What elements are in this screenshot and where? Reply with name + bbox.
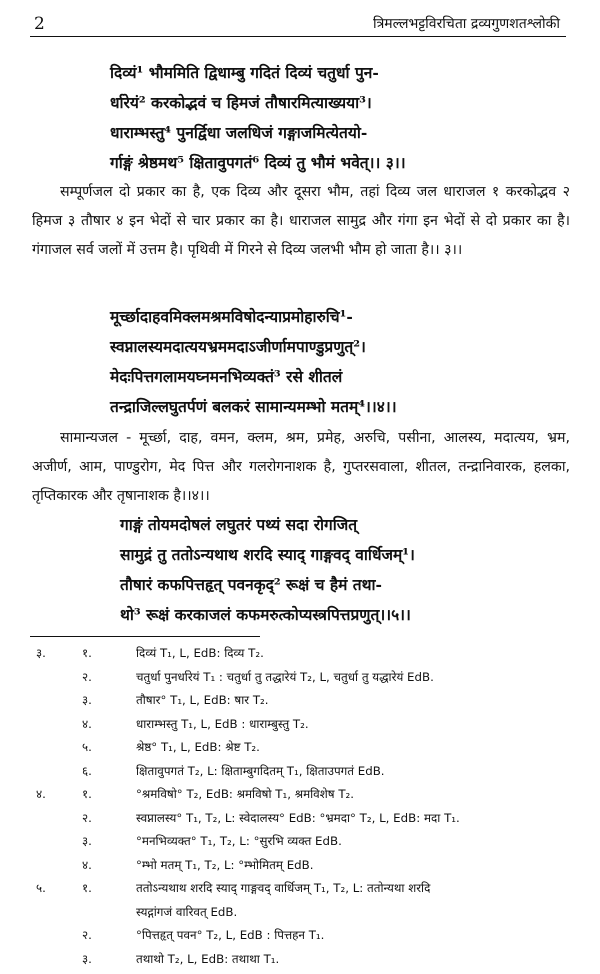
verse-line: दिव्यं¹ भौममिति द्विधाम्बु गदितं दिव्यं चतुर्धा पुन- — [110, 58, 406, 88]
verse-5 — [120, 510, 415, 630]
verse-line: गाङ्गं तोयमदोषलं लघुतरं पथ्यं सदा रोगजित् — [120, 510, 415, 540]
footnote-number: १. — [82, 786, 102, 802]
verse-line: तौषारं कफपित्तहृत् पवनकृद्² रूक्षं च हैमं तथा- — [120, 570, 415, 600]
verse-4 — [110, 302, 397, 422]
footnote-text: क्षितावुपगतं T₂, L: क्षिताम्बुगदितम् T₁, क्षिताउपगतं EdB. — [136, 763, 385, 779]
footnote-number: ४. — [82, 716, 102, 732]
footnote-text: °पित्तहृत् पवन° T₂, L, EdB : पित्तहन T₁. — [136, 927, 324, 943]
verse-line: स्वप्नालस्यमदात्ययभ्रमम‍दाऽजीर्णामपाण्डुप्रणुत्²। — [110, 332, 397, 362]
footnote-number: ५. — [82, 739, 102, 755]
footnote-row — [36, 904, 576, 928]
footnote-number: २. — [82, 927, 102, 943]
footnote-row — [36, 833, 576, 857]
footnote-row — [36, 716, 576, 740]
footnote-number: ६. — [82, 763, 102, 779]
footnote-row — [36, 763, 576, 787]
footnote-row — [36, 927, 576, 951]
footnote-row — [36, 669, 576, 693]
footnote-text: चतुर्धा पुनर्धारेयं T₁ : चतुर्धा तु तद्धारेयं T₂, L, चतुर्धा तु यद्धारेयं EdB. — [136, 669, 434, 685]
footnote-verse-number: ३. — [36, 645, 60, 661]
footnote-row — [36, 739, 576, 763]
verse-line: सामुद्रं तु ततोऽन्यथाथ शरदि स्याद् गाङ्गवद् वार्धिजम्¹। — [120, 540, 415, 570]
footnote-text: धाराम्भस्तु T₁, L, EdB : धाराम्बुस्तु T₂. — [136, 716, 309, 732]
footnote-row — [36, 810, 576, 834]
footnote-text: स्यद्गांगजं वारिवत् EdB. — [136, 904, 237, 920]
commentary-paragraph: सम्पूर्णजल दो प्रकार का है, एक दिव्य और दूसरा भौम, तहां दिव्य जल धाराजल १ करकोद्भव २ हिमज ३ तौषार ४ इन भेदों से चार प्रकार का है। धाराजल सामुद्र और गंगा इन भेदों से दो प्रकार का है। गंगाजल सर्व जलों में उत्तम है। पृथिवी में गिरने से दिव्य जलभी भौम हो जाता है।। ३।। — [32, 178, 570, 265]
footnote-rule — [30, 636, 260, 637]
footnote-text: तथाथो T₂, L, EdB: तथाथा T₁. — [136, 951, 279, 967]
footnote-number: ४. — [82, 857, 102, 873]
footnote-verse-number: ४. — [36, 786, 60, 802]
footnote-row — [36, 645, 576, 669]
verse-3 — [110, 58, 406, 178]
verse-line: धाराम्भस्तु⁴ पुनर्द्विधा जलधिजं गङ्गाजमित्येतयो- — [110, 118, 406, 148]
footnote-row — [36, 951, 576, 974]
footnote-row — [36, 786, 576, 810]
footnote-number: १. — [82, 880, 102, 896]
footnote-number: १. — [82, 645, 102, 661]
page-number: 2 — [34, 14, 45, 34]
footnote-number: ३. — [82, 833, 102, 849]
verse-line: मूर्च्छादाहवमिक्लमश्रमविषोदन्याप्रमोहारुचि¹- — [110, 302, 397, 332]
commentary-4 — [32, 424, 570, 511]
footnote-text: तौषार° T₁, L, EdB: षार T₂. — [136, 692, 269, 708]
page-header — [0, 8, 600, 34]
footnote-number: २. — [82, 669, 102, 685]
footnote-row — [36, 692, 576, 716]
footnote-number: २. — [82, 810, 102, 826]
verse-line: थो³ रूक्षं करकाजलं कफमरुत्कोप्यस्त्रपित्तप्रणुत्।।५।। — [120, 600, 415, 630]
footnote-text: दिव्यं T₁, L, EdB: दिव्य T₂. — [136, 645, 264, 661]
footnotes — [36, 645, 576, 974]
verse-line: तन्द्राजिल्लघुतर्पणं बलकरं सामान्यमम्भो मतम्⁴।।४।। — [110, 392, 397, 422]
footnote-number: ३. — [82, 951, 102, 967]
footnote-verse-number: ५. — [36, 880, 60, 896]
running-title: त्रिमल्लभट्टविरचिता द्रव्यगुणशतश्लोकी — [373, 14, 560, 33]
footnote-number: ३. — [82, 692, 102, 708]
verse-line: र्गाङ्गं श्रेष्ठमथ⁵ क्षितावुपगतं⁶ दिव्यं तु भौमं भवेत्।। ३।। — [110, 148, 406, 178]
footnote-text: स्वप्नालस्य° T₁, T₂, L: स्वेदालस्य° EdB: °भ्रमदा° T₂, L, EdB: मदा T₁. — [136, 810, 460, 826]
footnote-text: °मनभिव्यक्त° T₁, T₂, L: °सुरभि व्यक्त EdB. — [136, 833, 342, 849]
verse-line: मेदःपित्तगलामयघ्नमनभिव्यक्तं³ रसे शीतलं — [110, 362, 397, 392]
commentary-paragraph: सामान्यजल - मूर्च्छा, दाह, वमन, क्लम, श्रम, प्रमेह, अरुचि, पसीना, आलस्य, मदात्यय, भ्रम, अजीर्ण, आम, पाण्डुरोग, मेद पित्त और गलरोगनाशक है, गुप्तरसवाला, शीतल, तन्द्रानिवारक, हलका, तृप्तिकारक और तृषानाशक है।।४।। — [32, 424, 570, 511]
footnote-text: श्रेष्ठ° T₁, L, EdB: श्रेष्ट T₂. — [136, 739, 260, 755]
footnote-row — [36, 880, 576, 904]
header-rule — [30, 36, 566, 37]
footnote-text: ततोऽन्यथाथ शरदि स्याद् गाङ्गवद् वार्धिजम् T₁, T₂, L: ततोन्यथा शरदि — [136, 880, 430, 896]
verse-line: र्धारेयं² करकोद्भवं च हिमजं तौषारमित्याख्यया³। — [110, 88, 406, 118]
footnote-text: °म्भो मतम् T₁, T₂, L: °म्भोमितम् EdB. — [136, 857, 314, 873]
footnote-text: °श्रमविषो° T₂, EdB: श्रमविषो T₁, श्रमविशेष T₂. — [136, 786, 354, 802]
commentary-3 — [32, 178, 570, 265]
footnote-row — [36, 857, 576, 881]
